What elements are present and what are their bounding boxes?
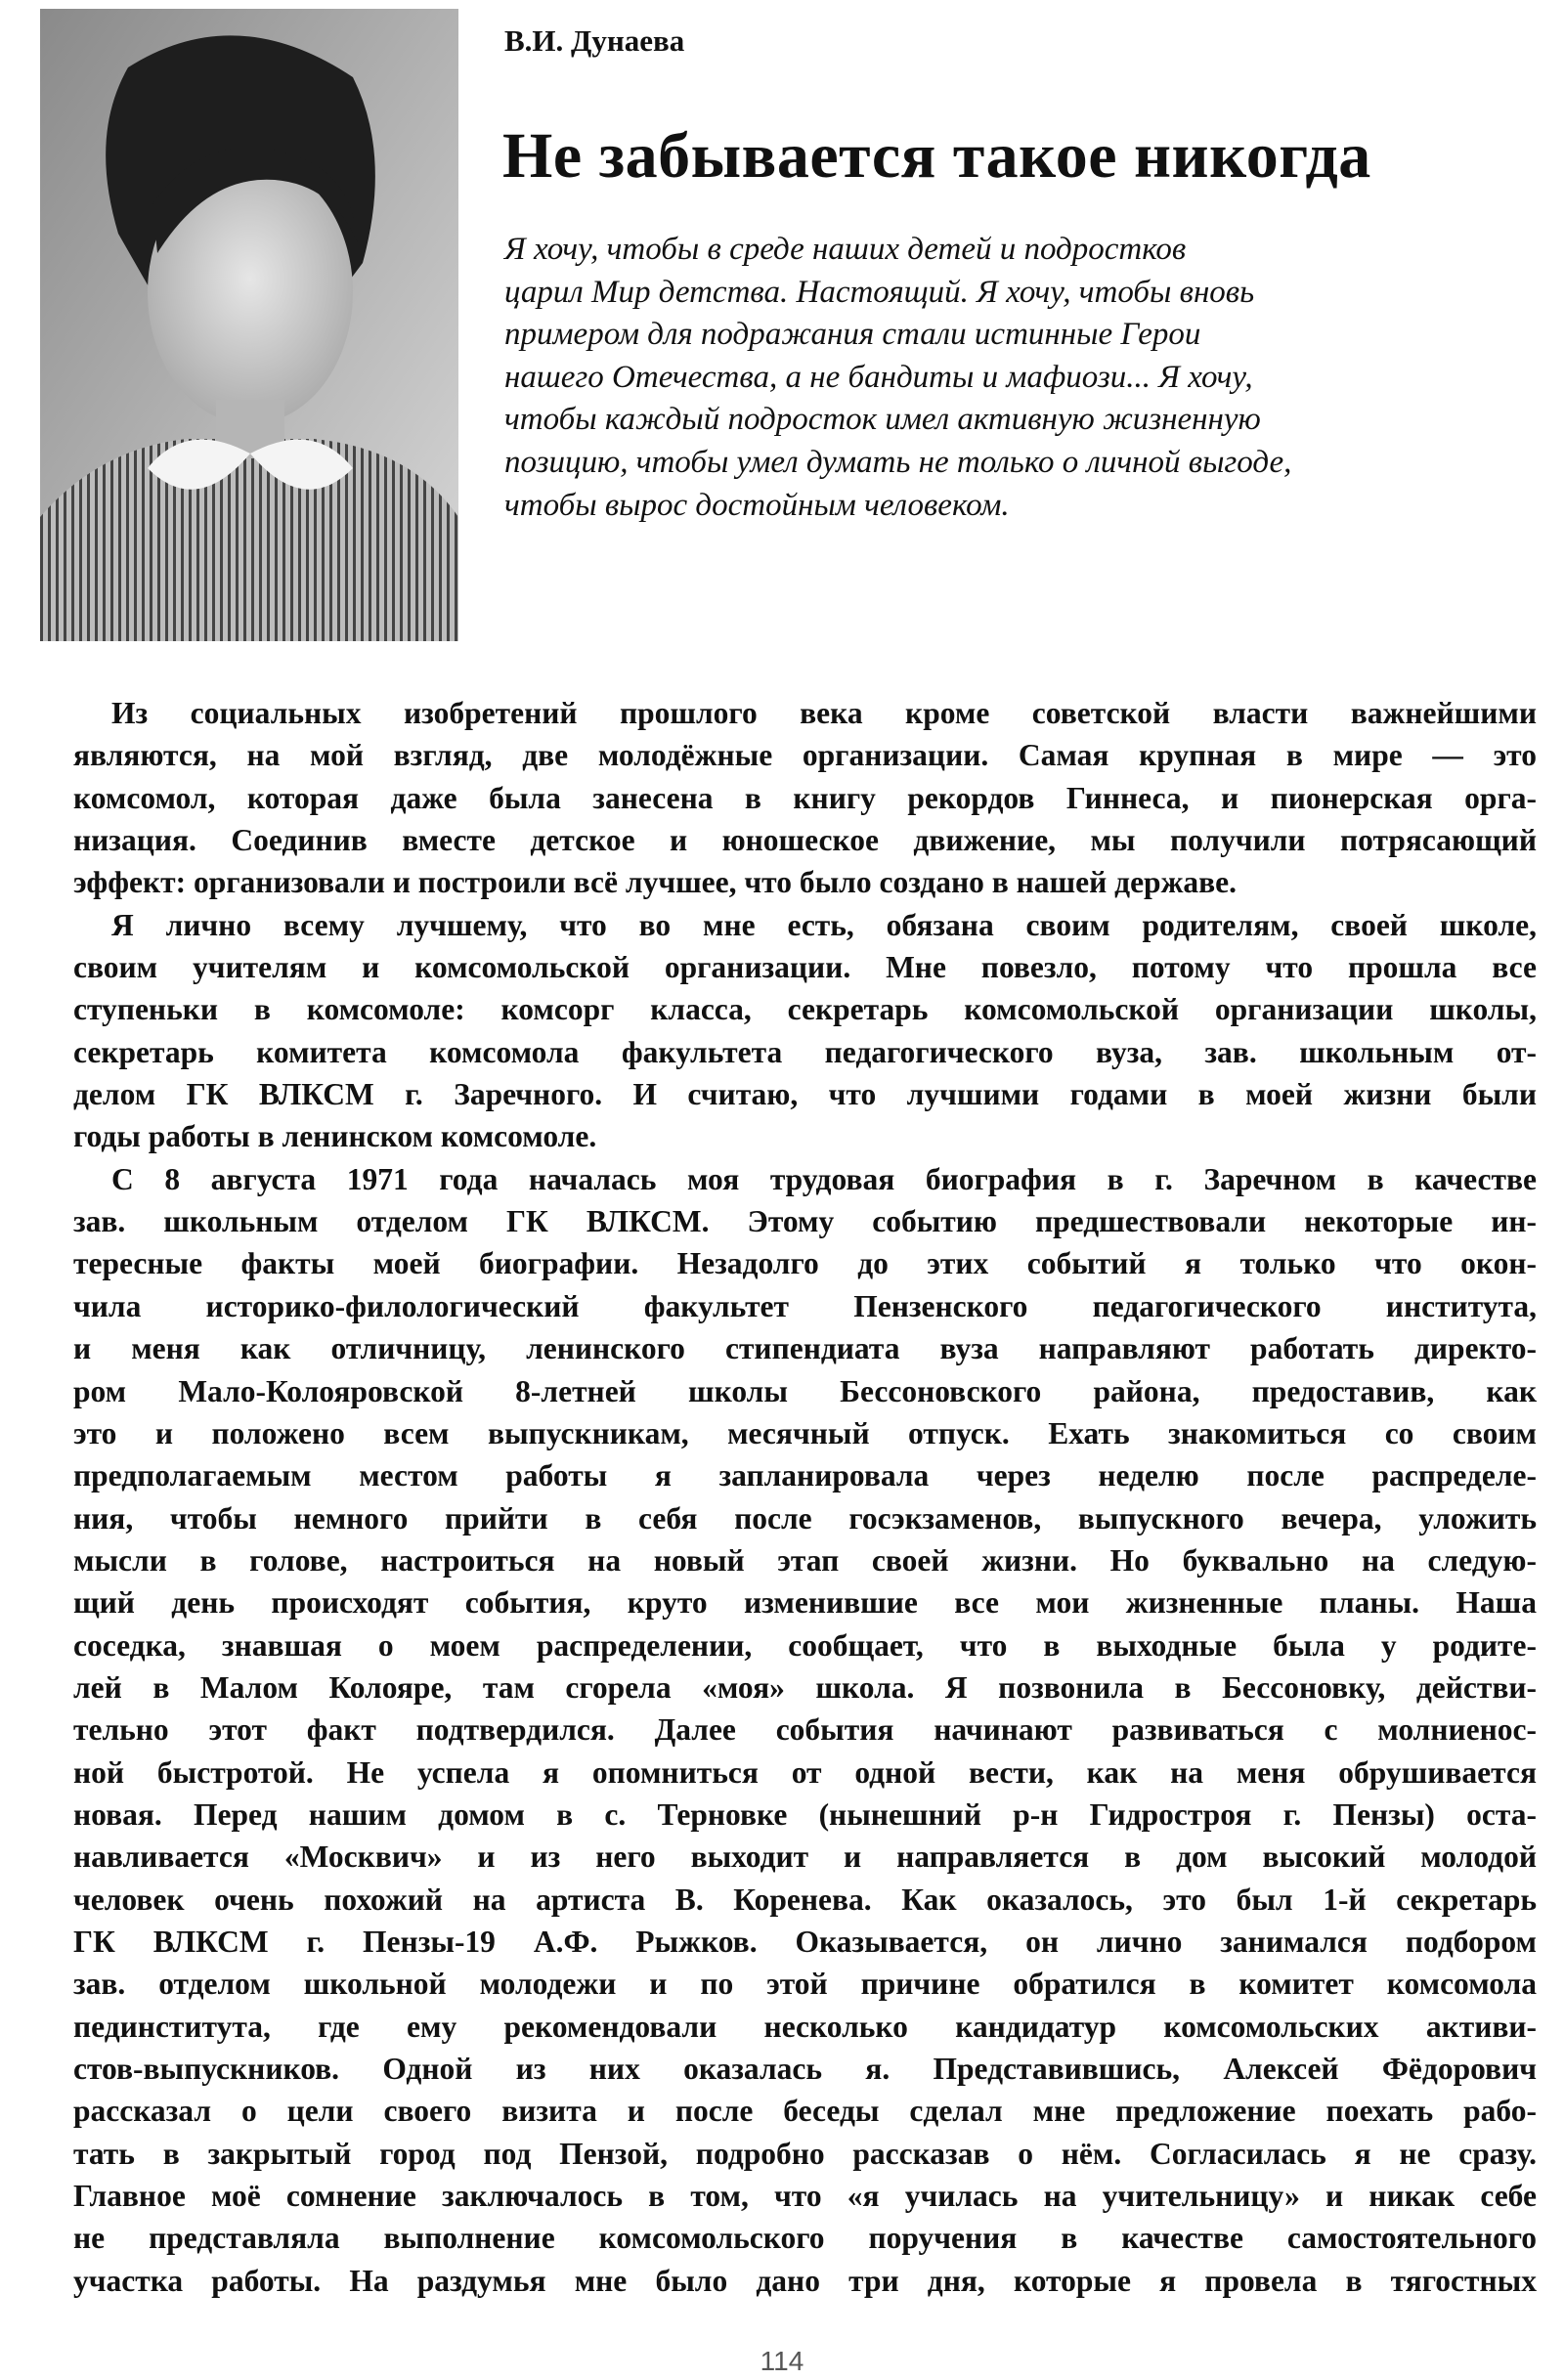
text-line: участка работы. На раздумья мне было дано три дня, которые я провела в тягостных (73, 2263, 1537, 2298)
text-line: пединститута, где ему рекомендовали несколько кандидатур комсомольских активи- (73, 2009, 1537, 2044)
text-line: человек очень похожий на артиста В. Коренева. Как оказалось, это был 1-й секретарь (73, 1882, 1537, 1917)
epigraph-line: царил Мир детства. Настоящий. Я хочу, чтобы вновь (504, 274, 1255, 310)
epigraph-line: чтобы каждый подросток имел активную жизненную (504, 402, 1261, 438)
text-line: зав. школьным отделом ГК ВЛКСМ. Этому событию предшествовали некоторые ин- (73, 1204, 1537, 1239)
paragraph (73, 904, 1537, 1158)
text-line: навливается «Москвич» и из него выходит и направляется в дом высокий молодой (73, 1839, 1537, 1875)
paragraph (73, 1158, 1537, 2302)
text-line: Главное моё сомнение заключалось в том, что «я училась на учительницу» и никак себе (73, 2179, 1537, 2214)
text-line: своим учителям и комсомольской организации. Мне повезло, потому что прошла все (73, 950, 1537, 985)
text-line: Из социальных изобретений прошлого века кроме советской власти важнейшими (111, 696, 1537, 730)
text-line: секретарь комитета комсомола факультета педагогического вуза, зав. школьным от- (73, 1034, 1537, 1069)
text-line: тельно этот факт подтвердился. Далее события начинают развиваться с молниенос- (73, 1712, 1537, 1748)
text-line: являются, на мой взгляд, две молодёжные организации. Самая крупная в мире — это (73, 738, 1537, 773)
epigraph (504, 229, 1541, 527)
author-portrait-photo (40, 9, 458, 641)
text-line: годы работы в ленинском комсомоле. (73, 1119, 597, 1154)
text-line: лей в Малом Колояре, там сгорела «моя» школа. Я позвонила в Бессоновку, действи- (73, 1669, 1537, 1705)
text-line: комсомол, которая даже была занесена в книгу рекордов Гиннеса, и пионерская орга- (73, 780, 1537, 815)
text-line: стов-выпускников. Одной из них оказалась я. Представившись, Алексей Фёдорович (73, 2052, 1537, 2086)
epigraph-line: нашего Отечества, а не бандиты и мафиози... Я хочу, (504, 359, 1253, 395)
epigraph-line: примером для подражания стали истинные Герои (504, 317, 1201, 353)
text-line: зав. отделом школьной молодежи и по этой причине обратился в комитет комсомола (73, 1967, 1537, 2002)
text-line: ния, чтобы немного прийти в себя после госэкзаменов, выпускного вечера, уложить (73, 1500, 1537, 1536)
article-title: Не забывается такое никогда (502, 120, 1371, 192)
text-line: низация. Соединив вместе детское и юношеское движение, мы получили потрясающий (73, 823, 1537, 858)
text-line: не представляла выполнение комсомольского поручения в качестве самостоятельного (73, 2221, 1537, 2256)
epigraph-line: чтобы вырос достойным человеком. (504, 487, 1010, 523)
text-line: С 8 августа 1971 года началась моя трудовая биография в г. Заречном в качестве (111, 1161, 1537, 1196)
text-line: ной быстротой. Не успела я опомниться от одной вести, как на меня обрушивается (73, 1754, 1537, 1790)
text-line: ром Мало-Колояровской 8-летней школы Бессоновского района, предоставив, как (73, 1373, 1537, 1408)
epigraph-line: Я хочу, чтобы в среде наших детей и подростков (504, 232, 1187, 267)
text-line: предполагаемым местом работы я запланировала через неделю после распределе- (73, 1458, 1537, 1493)
text-line: тересные факты моей биографии. Незадолго до этих событий я только что окон- (73, 1246, 1537, 1281)
text-line: мысли в голове, настроиться на новый этап своей жизни. Но буквально на следую- (73, 1542, 1537, 1578)
author-name: В.И. Дунаева (504, 23, 685, 58)
text-line: и меня как отличницу, ленинского стипендиата вуза направляют работать директо- (73, 1331, 1537, 1366)
text-line: ГК ВЛКСМ г. Пензы-19 А.Ф. Рыжков. Оказывается, он лично занимался подбором (73, 1924, 1537, 1959)
text-line: чила историко-филологический факультет Пензенского педагогического института, (73, 1288, 1537, 1323)
paragraph (73, 692, 1537, 904)
text-line: новая. Перед нашим домом в с. Терновке (нынешний р-н Гидростроя г. Пензы) оста- (73, 1796, 1537, 1832)
text-line: рассказал о цели своего визита и после беседы сделал мне предложение поехать рабо- (73, 2094, 1537, 2129)
text-line: соседка, знавшая о моем распределении, сообщает, что в выходные была у родите- (73, 1627, 1537, 1663)
text-line: щий день происходят события, круто изменившие все мои жизненные планы. Наша (73, 1585, 1537, 1621)
page-number: 114 (760, 2346, 804, 2376)
text-line: это и положено всем выпускникам, месячный отпуск. Ехать знакомиться со своим (73, 1415, 1537, 1450)
text-line: ступеньки в комсомоле: комсорг класса, секретарь комсомольской организации школы, (73, 992, 1537, 1027)
text-line: делом ГК ВЛКСМ г. Заречного. И считаю, что лучшими годами в моей жизни были (73, 1077, 1537, 1112)
epigraph-line: позицию, чтобы умел думать не только о личной выгоде, (504, 444, 1292, 480)
article-body (73, 692, 1537, 2302)
text-line: эффект: организовали и построили всё лучшее, что было создано в нашей державе. (73, 865, 1238, 900)
text-line: Я лично всему лучшему, что во мне есть, обязана своим родителям, своей школе, (111, 907, 1537, 942)
text-line: тать в закрытый город под Пензой, подробно рассказав о нём. Согласилась я не сразу. (73, 2136, 1537, 2171)
